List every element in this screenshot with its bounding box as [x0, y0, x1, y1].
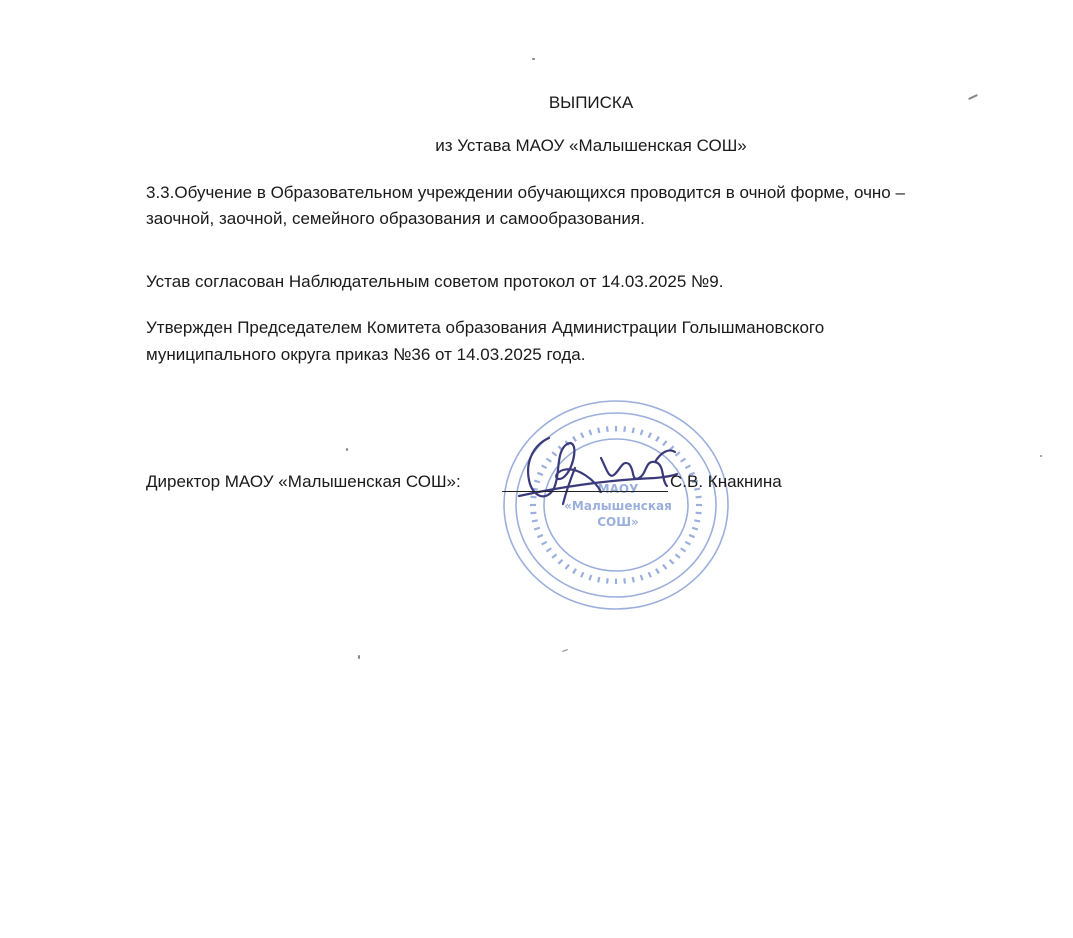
signature-role-label: Директор МАОУ «Малышенская СОШ»:	[146, 472, 461, 491]
stamp-center-line3: СОШ»	[597, 515, 639, 529]
stamp-letter-mark	[607, 578, 608, 583]
scan-speck	[532, 58, 535, 60]
scan-speck	[346, 448, 348, 451]
stamp-letter-mark	[558, 560, 562, 564]
document-title: ВЫПИСКА	[548, 93, 634, 112]
stamp-letter-mark	[675, 554, 679, 558]
stamp-letter-mark	[656, 569, 659, 574]
paragraph-approval-committee-line1: Утвержден Председателем Комитета образования Администрации Голышмановского	[146, 318, 825, 337]
scan-speck	[358, 655, 360, 659]
director-signature	[505, 430, 680, 520]
stamp-letter-mark	[696, 513, 702, 514]
stamp-letter-mark	[649, 572, 651, 577]
paragraph-approval-committee-line2: муниципального округа приказ №36 от 14.03.2025 года.	[146, 345, 586, 364]
stamp-letter-mark	[589, 575, 591, 580]
stamp-letter-mark	[685, 465, 690, 468]
signature-name: С.В. Кнакнина	[670, 472, 782, 491]
stamp-letter-mark	[641, 575, 643, 580]
stamp-center-line2: «Малышенская	[564, 499, 672, 513]
stamp-letter-mark	[573, 569, 576, 574]
stamp-letter-mark	[663, 565, 667, 569]
scan-speck	[1040, 455, 1042, 457]
stamp-letter-mark	[534, 528, 540, 530]
stamp-letter-mark	[670, 560, 674, 564]
stamp-letter-mark	[565, 565, 569, 569]
stamp-letter-mark	[681, 458, 686, 461]
stamp-letter-mark	[546, 548, 551, 551]
document-subtitle: из Устава МАОУ «Малышенская СОШ»	[435, 136, 747, 155]
stamp-center-line1: МАОУ	[597, 482, 639, 496]
paragraph-education-forms-line2: заочной, заочной, семейного образования и самообразования.	[146, 209, 645, 228]
stamp-letter-mark	[542, 542, 547, 545]
stamp-letter-mark	[532, 520, 538, 521]
stamp-letter-mark	[581, 572, 583, 577]
stamp-letter-mark	[624, 578, 625, 583]
stamp-letter-mark	[694, 520, 700, 521]
stamp-letter-mark	[552, 554, 556, 558]
stamp-letter-mark	[633, 577, 634, 582]
paragraph-approval-council: Устав согласован Наблюдательным советом протокол от 14.03.2025 №9.	[146, 272, 724, 291]
signature-line	[502, 491, 668, 492]
stamp-letter-mark	[689, 535, 694, 537]
stamp-letter-mark	[692, 528, 698, 530]
paragraph-education-forms-line1: 3.3.Обучение в Образовательном учреждении обучающихся проводится в очной форме, очно –	[146, 183, 905, 202]
stamp-letter-mark	[685, 542, 690, 545]
scan-speck	[562, 649, 568, 652]
stamp-letter-mark	[681, 548, 686, 551]
stamp-letter-mark	[696, 497, 702, 498]
stamp-letter-mark	[598, 577, 599, 582]
stamp-letter-mark	[537, 535, 542, 537]
